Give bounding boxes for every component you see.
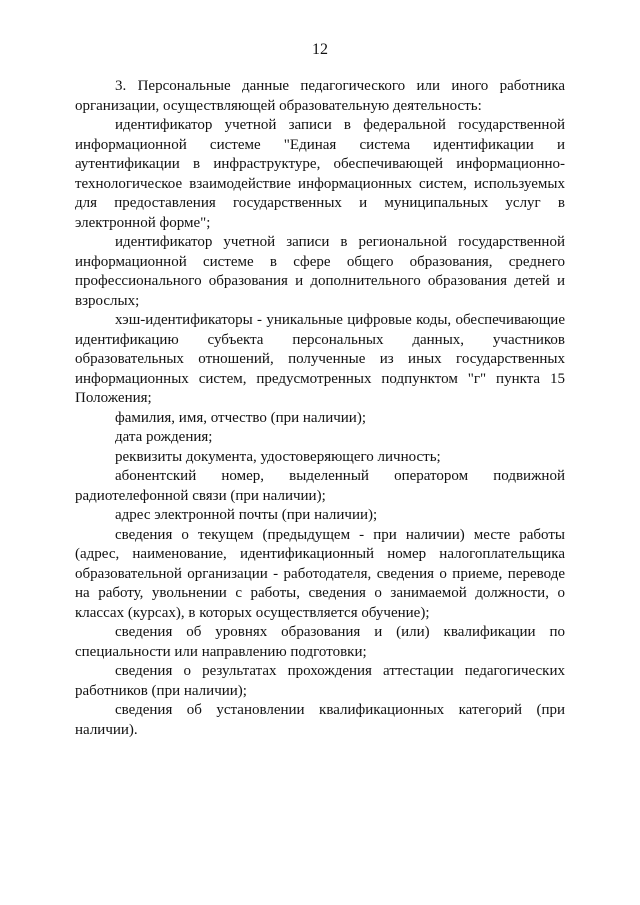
list-item-paragraph: абонентский номер, выделенный оператором подвижной радиотелефонной связи (при наличии); (75, 468, 565, 504)
page-number: 12 (312, 41, 328, 58)
document-body (75, 77, 565, 740)
list-item-paragraph: дата рождения; (115, 429, 213, 445)
list-item-paragraph: хэш-идентификаторы - уникальные цифровые коды, обеспечивающие идентификацию субъекта персональных данных, участников образовательных отношений, полученные из иных государственных информационных систем, предусмотренных подпунктом "г" пункта 15 Положения; (75, 312, 565, 406)
list-item-paragraph: сведения о текущем (предыдущем - при наличии) месте работы (адрес, наименование, идентификационный номер налогоплательщика образовательной организации - работодателя, сведения о приеме, переводе на работу, увольнении с работы, сведения о занимаемой должности, о классах (курсах), в которых осуществляется обучение); (75, 526, 565, 621)
list-item-paragraph: сведения о результатах прохождения аттестации педагогических работников (при наличии); (75, 663, 565, 699)
list-item-paragraph: адрес электронной почты (при наличии); (115, 507, 378, 523)
list-item-paragraph: сведения об уровнях образования и (или) квалификации по специальности или направлению подготовки; (75, 624, 565, 660)
list-item-paragraph: реквизиты документа, удостоверяющего личность; (115, 448, 441, 465)
list-item-paragraph: сведения об установлении квалификационных категорий (при наличии). (75, 702, 565, 738)
list-item-paragraph: фамилия, имя, отчество (при наличии); (115, 409, 366, 426)
section-heading-paragraph: 3. Персональные данные педагогического или иного работника организации, осуществляющей образовательную деятельность: (75, 78, 565, 114)
list-item-paragraph: идентификатор учетной записи в региональной государственной информационной системе в сфере общего образования, среднего профессионального образования и дополнительного образования детей и взрослых; (75, 234, 565, 309)
list-item-paragraph: идентификатор учетной записи в федеральной государственной информационной системе "Единая система идентификации и аутентификации в инфраструктуре, обеспечивающей информационно-технологическое взаимодействие информационных систем, используемых для предоставления государственных и муниципальных услуг в электронной форме"; (75, 117, 565, 231)
